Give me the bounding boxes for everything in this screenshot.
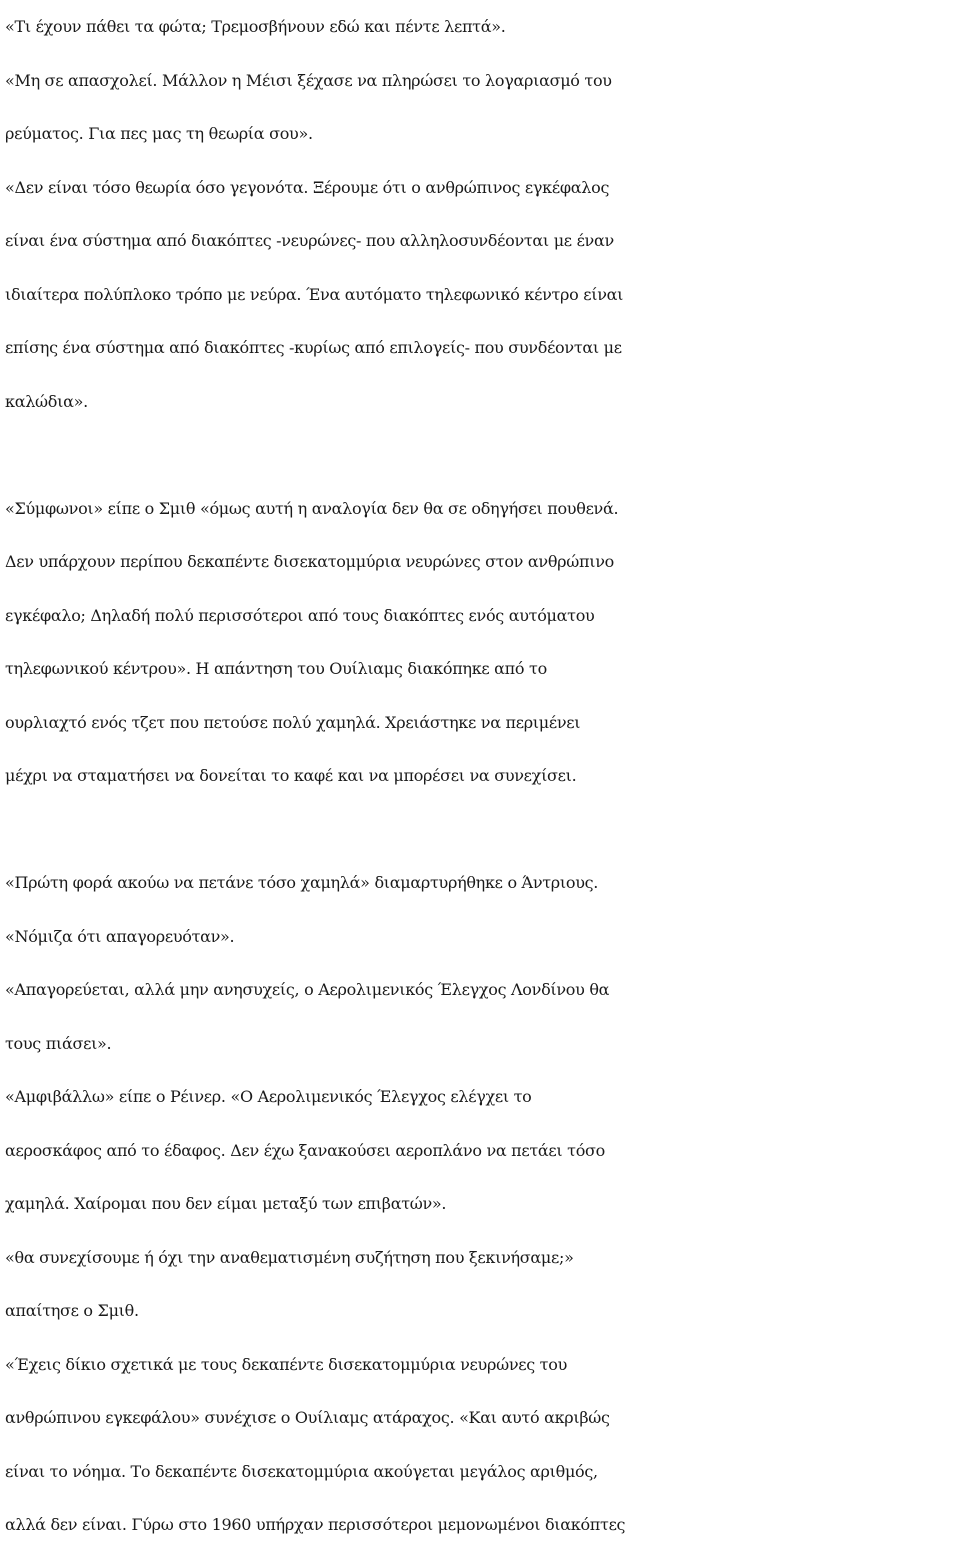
text-line: Δεν υπάρχουν περίπου δεκαπέντε δισεκατομμύρια νευρώνες στον ανθρώπινο <box>5 552 614 571</box>
text-line: «Απαγορεύεται, αλλά μην ανησυχείς, ο Αερολιμενικός Έλεγχος Λονδίνου θα <box>5 980 610 999</box>
text-line: ουρλιαχτό ενός τζετ που πετούσε πολύ χαμηλά. Χρειάστηκε να περιμένει <box>5 712 581 732</box>
paragraph-5 <box>5 856 960 910</box>
paragraph-8 <box>5 1070 960 1231</box>
text-line: «Νόμιζα ότι απαγορευόταν». <box>5 926 235 946</box>
text-line: «Μη σε απασχολεί. Μάλλον η Μέισι ξέχασε να πληρώσει το λογαριασμό του <box>5 70 612 90</box>
text-line: «Έχεις δίκιο σχετικά με τους δεκαπέντε δισεκατομμύρια νευρώνες του <box>5 1354 567 1374</box>
paragraph-3 <box>5 161 960 429</box>
text-line: «Σύμφωνοι» είπε ο Σμιθ «όμως αυτή η αναλογία δεν θα σε οδηγήσει πουθενά. <box>5 498 619 518</box>
text-line: είναι ένα σύστημα από διακόπτες -νευρώνες- που αλληλοσυνδέονται με έναν <box>5 231 614 250</box>
text-line: είναι το νόημα. Το δεκαπέντε δισεκατομμύρια ακούγεται μεγάλος αριθμός, <box>5 1461 598 1481</box>
text-line: χαμηλά. Χαίρομαι που δεν είμαι μεταξύ των επιβατών». <box>5 1194 447 1213</box>
paragraph-spacer <box>5 803 960 857</box>
document-page <box>5 0 960 1552</box>
paragraph-9 <box>5 1231 960 1338</box>
text-line: αεροσκάφος από το έδαφος. Δεν έχω ξανακούσει αεροπλάνο να πετάει τόσο <box>5 1140 606 1160</box>
text-line: μέχρι να σταματήσει να δονείται το καφέ και να μπορέσει να συνεχίσει. <box>5 766 577 785</box>
text-line: αλλά δεν είναι. Γύρω στο 1960 υπήρχαν περισσότεροι μεμονωμένοι διακόπτες <box>5 1515 626 1534</box>
text-line: «Τι έχουν πάθει τα φώτα; Τρεμοσβήνουν εδώ και πέντε λεπτά». <box>5 17 506 36</box>
paragraph-6 <box>5 910 960 964</box>
paragraph-7 <box>5 963 960 1070</box>
text-line: τηλεφωνικού κέντρου». Η απάντηση του Ουίλιαμς διακόπηκε από το <box>5 659 547 678</box>
text-line: επίσης ένα σύστημα από διακόπτες -κυρίως από επιλογείς- που συνδέονται με <box>5 338 622 357</box>
text-line: «θα συνεχίσουμε ή όχι την αναθεματισμένη συζήτηση που ξεκινήσαμε;» <box>5 1247 574 1267</box>
paragraph-2 <box>5 54 960 161</box>
text-line: ρεύματος. Για πες μας τη θεωρία σου». <box>5 124 313 143</box>
text-line: εγκέφαλο; Δηλαδή πολύ περισσότεροι από τους διακόπτες ενός αυτόματου <box>5 605 595 625</box>
text-line: ανθρώπινου εγκεφάλου» συνέχισε ο Ουίλιαμς ατάραχος. «Και αυτό ακριβώς <box>5 1408 610 1427</box>
text-line: «Αμφιβάλλω» είπε ο Ρέινερ. «Ο Αερολιμενικός Έλεγχος ελέγχει το <box>5 1087 532 1106</box>
text-line: «Δεν είναι τόσο θεωρία όσο γεγονότα. Ξέρουμε ότι ο ανθρώπινος εγκέφαλος <box>5 177 610 197</box>
text-line: «Πρώτη φορά ακούω να πετάνε τόσο χαμηλά» διαμαρτυρήθηκε ο Άντριους. <box>5 873 599 892</box>
paragraph-1 <box>5 0 960 54</box>
paragraph-4 <box>5 482 960 803</box>
paragraph-10 <box>5 1338 960 1552</box>
paragraph-spacer <box>5 428 960 482</box>
text-line: καλώδια». <box>5 391 88 411</box>
text-line: απαίτησε ο Σμιθ. <box>5 1301 139 1320</box>
text-line: τους πιάσει». <box>5 1033 112 1053</box>
text-line: ιδιαίτερα πολύπλοκο τρόπο με νεύρα. Ένα αυτόματο τηλεφωνικό κέντρο είναι <box>5 284 624 304</box>
